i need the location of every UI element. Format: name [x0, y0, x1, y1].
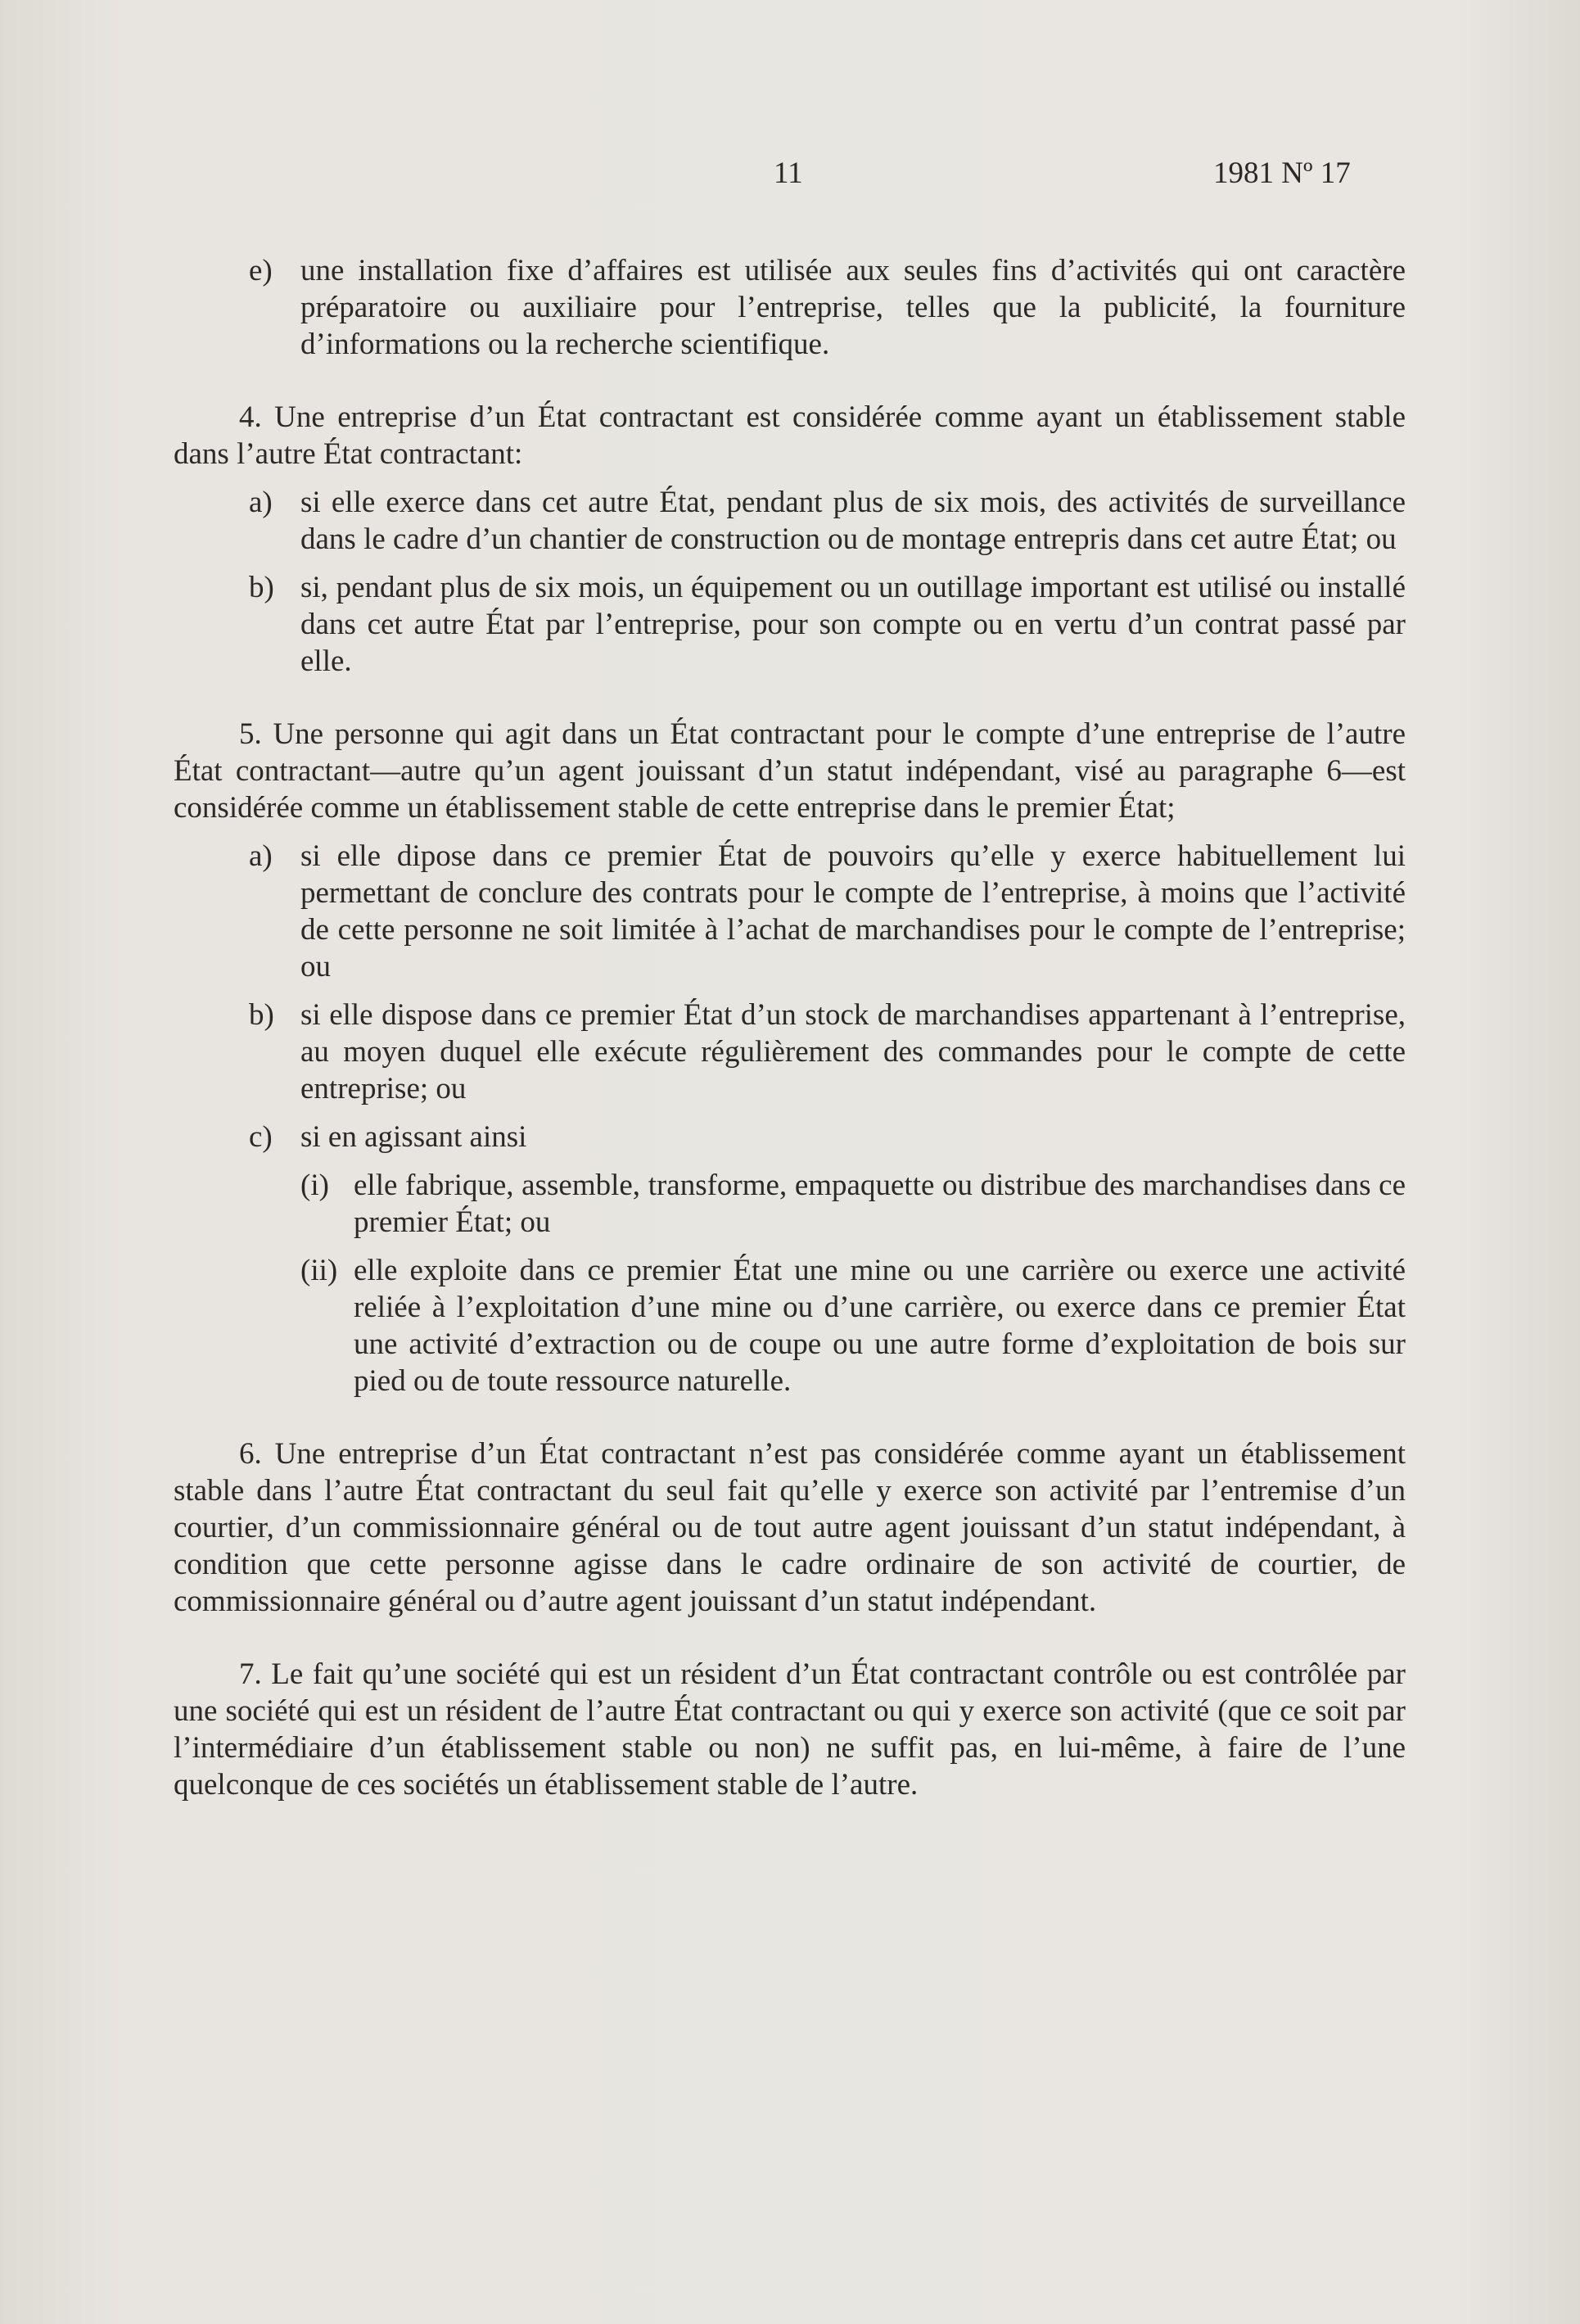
subclause-text: elle exploite dans ce premier État une mine ou une carrière ou exerce une activité reliée à l’exploitation d’une mine ou d’une carrière, ou exerce dans ce premier État une activité d’extraction ou de coupe ou une autre forme d’exploitation de bois sur pied ou de toute ressource naturelle. [354, 1254, 1406, 1398]
paragraph-5c-ii [174, 1252, 1406, 1399]
page-header [0, 156, 1580, 197]
document-body [174, 252, 1406, 1803]
subclause-text: elle fabrique, assemble, transforme, empaquette ou distribue des marchandises dans ce premier État; ou [354, 1169, 1406, 1239]
clause-text: si, pendant plus de six mois, un équipement ou un outillage important est utilisé ou installé dans cet autre État par l’entreprise, pour son compte ou en vertu d’un contrat passé par elle. [300, 571, 1406, 678]
paragraph-5b [174, 997, 1406, 1107]
clause-marker: b) [249, 571, 274, 604]
page-reference: 1981 Nº 17 [1213, 156, 1351, 190]
paragraph-4a [174, 484, 1406, 558]
clause-text: si en agissant ainsi [300, 1120, 527, 1154]
paragraph-4: 4. Une entreprise d’un État contractant est considérée comme ayant un établissement stable dans l’autre État contractant: [174, 400, 1406, 471]
paragraph-5c [174, 1119, 1406, 1155]
paragraph-6: 6. Une entreprise d’un État contractant n’est pas considérée comme ayant un établissement stable dans l’autre État contractant du seul fait qu’elle y exerce son activité par l’entremise d’un courtier, d’un commissionnaire général ou de tout autre agent jouissant d’un statut indépendant, à condition que cette personne agisse dans le cadre ordinaire de son activité de courtier, de commissionnaire général ou d’autre agent jouissant d’un statut indépendant. [174, 1437, 1406, 1618]
clause-text: si elle dispose dans ce premier État d’un stock de marchandises appartenant à l’entreprise, au moyen duquel elle exécute régulièrement des commandes pour le compte de cette entreprise; ou [300, 998, 1406, 1105]
paragraph-5a [174, 838, 1406, 985]
clause-3e [174, 252, 1406, 363]
clause-marker: b) [249, 998, 274, 1032]
page-number: 11 [774, 156, 803, 190]
clause-text: une installation fixe d’affaires est utilisée aux seules fins d’activités qui ont caractère préparatoire ou auxiliaire pour l’entreprise, telles que la publicité, la fourniture d’informations ou la recherche scientifique. [300, 254, 1406, 361]
paragraph-7: 7. Le fait qu’une société qui est un résident d’un État contractant contrôle ou est contrôlée par une société qui est un résident de l’autre État contractant ou qui y exerce son activité (que ce soit par l’intermédiaire d’un établissement stable ou non) ne suffit pas, en lui-même, à faire de l’une quelconque de ces sociétés un établissement stable de l’autre. [174, 1657, 1406, 1802]
clause-marker: c) [249, 1120, 273, 1154]
clause-text: si elle dipose dans ce premier État de pouvoirs qu’elle y exerce habituellement lui permettant de conclure des contrats pour le compte de l’entreprise, à moins que l’activité de cette personne ne soit limitée à l’achat de marchandises pour le compte de l’entreprise; ou [300, 839, 1406, 983]
clause-marker: a) [249, 486, 273, 519]
paragraph-5c-i [174, 1167, 1406, 1241]
subclause-marker: (i) [300, 1169, 329, 1202]
clause-marker: a) [249, 839, 273, 873]
subclause-marker: (ii) [300, 1254, 338, 1287]
paragraph-4b [174, 569, 1406, 680]
paragraph-5: 5. Une personne qui agit dans un État contractant pour le compte d’une entreprise de l’autre État contractant—autre qu’un agent jouissant d’un statut indépendant, visé au paragraphe 6—est considérée comme un établissement stable de cette entreprise dans le premier État; [174, 717, 1406, 825]
clause-text: si elle exerce dans cet autre État, pendant plus de six mois, des activités de surveillance dans le cadre d’un chantier de construction ou de montage entrepris dans cet autre État; ou [300, 486, 1406, 556]
clause-marker: e) [249, 254, 273, 287]
